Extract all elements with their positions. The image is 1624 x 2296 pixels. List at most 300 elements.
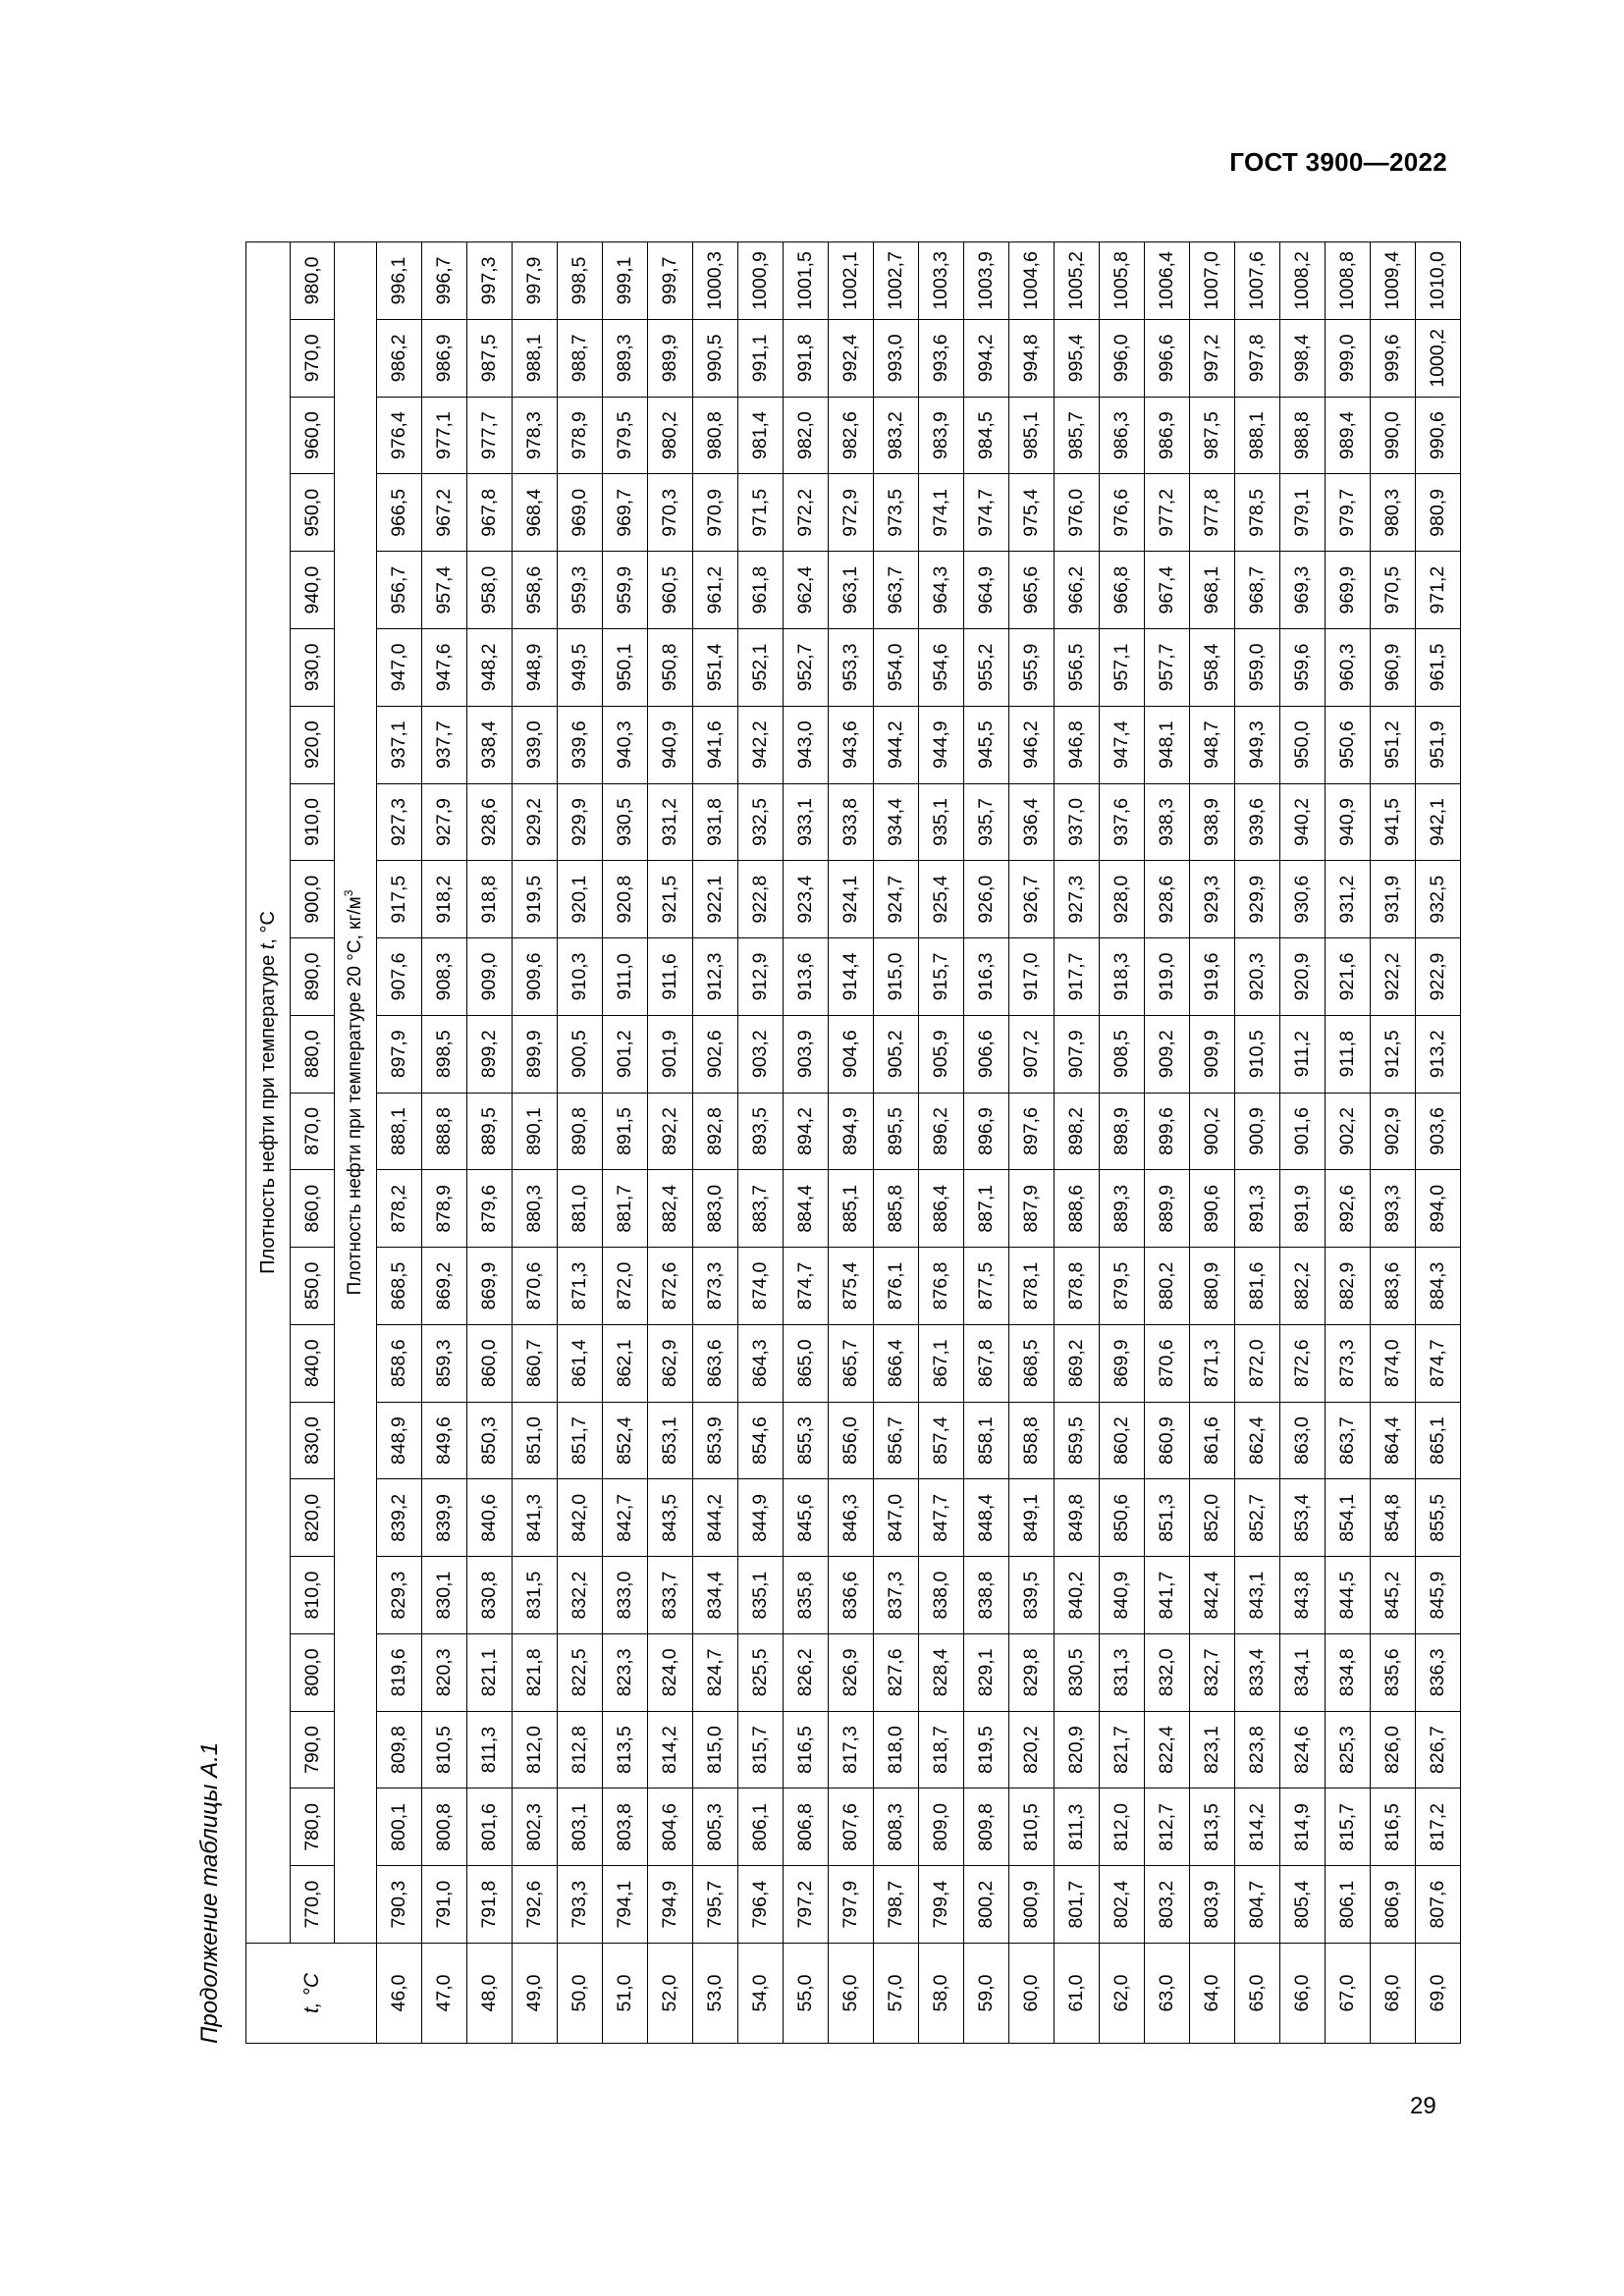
density-cell: 830,8 [467, 1557, 513, 1634]
density-cell: 847,7 [919, 1479, 964, 1557]
density-cell: 839,9 [422, 1479, 467, 1557]
density-cell: 920,1 [558, 861, 603, 938]
density-cell: 814,2 [648, 1711, 693, 1789]
density-cell: 862,9 [648, 1324, 693, 1402]
density-cell: 999,7 [648, 241, 693, 319]
table-row [558, 241, 603, 2043]
density-cell: 978,3 [513, 397, 558, 474]
temperature-cell: 47,0 [422, 1944, 467, 2044]
density-cell: 914,4 [829, 938, 874, 1016]
density-cell: 850,6 [1100, 1479, 1145, 1557]
density-cell: 812,0 [1100, 1789, 1145, 1866]
density-cell: 956,5 [1055, 628, 1100, 706]
density-cell: 837,3 [874, 1557, 919, 1634]
density-cell: 986,9 [1145, 397, 1190, 474]
density-cell: 833,0 [603, 1557, 648, 1634]
density-column-header: 820,0 [291, 1479, 335, 1557]
density-cell: 905,2 [874, 1015, 919, 1093]
density-cell: 922,1 [693, 861, 738, 938]
density-cell: 874,7 [784, 1248, 829, 1325]
density-column-header: 960,0 [291, 397, 335, 474]
temperature-cell: 63,0 [1145, 1944, 1190, 2044]
density-cell: 811,3 [1055, 1789, 1100, 1866]
density-cell: 927,3 [377, 783, 422, 861]
density-cell: 939,6 [1235, 783, 1280, 861]
density-cell: 859,3 [422, 1324, 467, 1402]
density-column-header: 790,0 [291, 1711, 335, 1789]
density-cell: 925,4 [919, 861, 964, 938]
density-cell: 806,9 [1371, 1866, 1416, 1944]
density-cell: 948,1 [1145, 706, 1190, 783]
density-cell: 993,0 [874, 319, 919, 397]
density-cell: 949,3 [1235, 706, 1280, 783]
density-cell: 860,2 [1100, 1402, 1145, 1479]
density-cell: 815,7 [1326, 1789, 1371, 1866]
density-cell: 951,4 [693, 628, 738, 706]
density-cell: 984,5 [964, 397, 1009, 474]
density-cell: 815,0 [693, 1711, 738, 1789]
density-cell: 918,3 [1100, 938, 1145, 1016]
density-cell: 947,4 [1100, 706, 1145, 783]
density-cell: 866,4 [874, 1324, 919, 1402]
density-cell: 959,3 [558, 552, 603, 629]
density-cell: 849,8 [1055, 1479, 1100, 1557]
density-cell: 983,2 [874, 397, 919, 474]
density-cell: 1001,5 [784, 241, 829, 319]
density-cell: 949,5 [558, 628, 603, 706]
temperature-cell: 58,0 [919, 1944, 964, 2044]
density-cell: 926,7 [1009, 861, 1055, 938]
density-cell: 854,8 [1371, 1479, 1416, 1557]
density-cell: 969,3 [1280, 552, 1326, 629]
density-cell: 974,7 [964, 474, 1009, 552]
density-cell: 821,8 [513, 1633, 558, 1711]
density-cell: 915,7 [919, 938, 964, 1016]
density-cell: 825,5 [738, 1633, 784, 1711]
density-cell: 898,2 [1055, 1093, 1100, 1170]
density-cell: 797,2 [784, 1866, 829, 1944]
density-column-header: 780,0 [291, 1789, 335, 1866]
density-cell: 988,8 [1280, 397, 1326, 474]
density-cell: 907,9 [1055, 1015, 1100, 1093]
density-cell: 968,4 [513, 474, 558, 552]
density-cell: 857,4 [919, 1402, 964, 1479]
density-cell: 907,2 [1009, 1015, 1055, 1093]
density-cell: 945,5 [964, 706, 1009, 783]
temperature-cell: 46,0 [377, 1944, 422, 2044]
density-cell: 810,5 [1009, 1789, 1055, 1866]
density-cell: 811,3 [467, 1711, 513, 1789]
density-cell: 926,0 [964, 861, 1009, 938]
density-cell: 864,4 [1371, 1402, 1416, 1479]
density-cell: 844,5 [1326, 1557, 1371, 1634]
density-cell: 840,9 [1100, 1557, 1145, 1634]
density-column-header: 770,0 [291, 1866, 335, 1944]
density-cell: 1007,0 [1190, 241, 1235, 319]
density-cell: 865,1 [1416, 1402, 1461, 1479]
density-cell: 888,1 [377, 1093, 422, 1170]
density-cell: 867,1 [919, 1324, 964, 1402]
density-column-header: 930,0 [291, 628, 335, 706]
density-cell: 878,8 [1055, 1248, 1100, 1325]
density-cell: 976,0 [1055, 474, 1100, 552]
density-cell: 798,7 [874, 1866, 919, 1944]
density-cell: 991,8 [784, 319, 829, 397]
density-cell: 935,1 [919, 783, 964, 861]
density-cell: 941,6 [693, 706, 738, 783]
density-cell: 848,4 [964, 1479, 1009, 1557]
density-cell: 959,9 [603, 552, 648, 629]
density-cell: 876,8 [919, 1248, 964, 1325]
density-cell: 823,8 [1235, 1711, 1280, 1789]
density-cell: 842,7 [603, 1479, 648, 1557]
density-cell: 988,1 [1235, 397, 1280, 474]
density-cell: 898,9 [1100, 1093, 1145, 1170]
density-cell: 890,8 [558, 1093, 603, 1170]
density-cell: 813,5 [1190, 1789, 1235, 1866]
density-cell: 859,5 [1055, 1402, 1100, 1479]
table-row [784, 241, 829, 2043]
density-cell: 835,8 [784, 1557, 829, 1634]
density-cell: 977,8 [1190, 474, 1235, 552]
density-cell: 806,8 [784, 1789, 829, 1866]
density-cell: 856,0 [829, 1402, 874, 1479]
density-cell: 933,1 [784, 783, 829, 861]
density-cell: 809,8 [964, 1789, 1009, 1866]
density-cell: 856,7 [874, 1402, 919, 1479]
density-cell: 791,0 [422, 1866, 467, 1944]
density-cell: 807,6 [1416, 1866, 1461, 1944]
temperature-cell: 51,0 [603, 1944, 648, 2044]
density-cell: 872,6 [1280, 1324, 1326, 1402]
density-cell: 929,9 [1235, 861, 1280, 938]
density-cell: 937,7 [422, 706, 467, 783]
density-cell: 997,2 [1190, 319, 1235, 397]
density-cell: 849,1 [1009, 1479, 1055, 1557]
density-cell: 967,8 [467, 474, 513, 552]
density-cell: 920,8 [603, 861, 648, 938]
density-cell: 1002,7 [874, 241, 919, 319]
density-cell: 804,7 [1235, 1866, 1280, 1944]
density-cell: 904,6 [829, 1015, 874, 1093]
density-cell: 881,0 [558, 1170, 603, 1248]
density-cell: 818,0 [874, 1711, 919, 1789]
density-cell: 918,8 [467, 861, 513, 938]
density-cell: 1000,3 [693, 241, 738, 319]
density-column-header: 840,0 [291, 1324, 335, 1402]
density-cell: 957,4 [422, 552, 467, 629]
density-cell: 965,6 [1009, 552, 1055, 629]
density-column-header: 980,0 [291, 241, 335, 319]
density-cell: 838,8 [964, 1557, 1009, 1634]
density-cell: 869,9 [1100, 1324, 1145, 1402]
temperature-cell: 53,0 [693, 1944, 738, 2044]
density-cell: 897,6 [1009, 1093, 1055, 1170]
density-cell: 943,0 [784, 706, 829, 783]
header-row-2 [291, 241, 335, 2043]
density-column-header: 850,0 [291, 1248, 335, 1325]
density-cell: 950,6 [1326, 706, 1371, 783]
density-cell: 821,7 [1100, 1711, 1145, 1789]
rotated-table-area [190, 242, 1448, 2044]
density-cell: 800,8 [422, 1789, 467, 1866]
density-cell: 944,2 [874, 706, 919, 783]
density-cell: 987,5 [1190, 397, 1235, 474]
density-cell: 880,3 [513, 1170, 558, 1248]
density-cell: 860,0 [467, 1324, 513, 1402]
density-cell: 948,2 [467, 628, 513, 706]
density-cell: 887,1 [964, 1170, 1009, 1248]
density-cell: 971,5 [738, 474, 784, 552]
density-cell: 911,2 [1280, 1015, 1326, 1093]
density-cell: 922,2 [1371, 938, 1416, 1016]
density-cell: 896,9 [964, 1093, 1009, 1170]
density-cell: 978,9 [558, 397, 603, 474]
density-cell: 1003,3 [919, 241, 964, 319]
density-cell: 845,9 [1416, 1557, 1461, 1634]
density-cell: 890,1 [513, 1093, 558, 1170]
density-cell: 971,2 [1416, 552, 1461, 629]
density-cell: 816,5 [784, 1711, 829, 1789]
density-cell: 858,8 [1009, 1402, 1055, 1479]
density-cell: 807,6 [829, 1789, 874, 1866]
density-cell: 967,4 [1145, 552, 1190, 629]
header1-prefix: Плотность нефти при температуре [257, 949, 279, 1274]
density-cell: 942,1 [1416, 783, 1461, 861]
table-row [1416, 241, 1461, 2043]
density-cell: 831,3 [1100, 1633, 1145, 1711]
density-cell: 929,2 [513, 783, 558, 861]
density-cell: 879,6 [467, 1170, 513, 1248]
density-cell: 899,6 [1145, 1093, 1190, 1170]
density-cell: 901,2 [603, 1015, 648, 1093]
density-cell: 871,3 [558, 1248, 603, 1325]
density-cell: 817,2 [1416, 1789, 1461, 1866]
density-cell: 985,7 [1055, 397, 1100, 474]
table-row [603, 241, 648, 2043]
density-table [245, 241, 1461, 2044]
density-cell: 835,6 [1371, 1633, 1416, 1711]
density-cell: 947,0 [377, 628, 422, 706]
density-cell: 938,3 [1145, 783, 1190, 861]
density-cell: 1006,4 [1145, 241, 1190, 319]
density-cell: 906,6 [964, 1015, 1009, 1093]
density-cell: 1009,4 [1371, 241, 1416, 319]
density-cell: 912,3 [693, 938, 738, 1016]
header1-suffix: , °C [257, 911, 279, 944]
density-cell: 873,3 [1326, 1324, 1371, 1402]
temperature-cell: 68,0 [1371, 1944, 1416, 2044]
density-cell: 990,5 [693, 319, 738, 397]
density-cell: 869,2 [422, 1248, 467, 1325]
density-cell: 858,6 [377, 1324, 422, 1402]
density-cell: 983,9 [919, 397, 964, 474]
density-cell: 869,2 [1055, 1324, 1100, 1402]
density-cell: 824,6 [1280, 1711, 1326, 1789]
density-cell: 919,6 [1190, 938, 1235, 1016]
density-cell: 1004,6 [1009, 241, 1055, 319]
density-cell: 872,0 [603, 1248, 648, 1325]
density-cell: 882,9 [1326, 1248, 1371, 1325]
density-cell: 829,8 [1009, 1633, 1055, 1711]
density-cell: 961,8 [738, 552, 784, 629]
density-cell: 968,1 [1190, 552, 1235, 629]
density-cell: 831,5 [513, 1557, 558, 1634]
density-cell: 855,3 [784, 1402, 829, 1479]
density-cell: 913,2 [1416, 1015, 1461, 1093]
table-row [1280, 241, 1326, 2043]
density-cell: 845,6 [784, 1479, 829, 1557]
density-cell: 882,2 [1280, 1248, 1326, 1325]
density-cell: 881,6 [1235, 1248, 1280, 1325]
density-cell: 996,6 [1145, 319, 1190, 397]
density-cell: 883,0 [693, 1170, 738, 1248]
density-cell: 803,2 [1145, 1866, 1190, 1944]
table-row [874, 241, 919, 2043]
table-row [1190, 241, 1235, 2043]
density-cell: 937,6 [1100, 783, 1145, 861]
temperature-cell: 59,0 [964, 1944, 1009, 2044]
density-cell: 884,3 [1416, 1248, 1461, 1325]
density-cell: 961,2 [693, 552, 738, 629]
density-cell: 791,8 [467, 1866, 513, 1944]
temperature-cell: 55,0 [784, 1944, 829, 2044]
density-cell: 838,0 [919, 1557, 964, 1634]
density-cell: 861,4 [558, 1324, 603, 1402]
density-cell: 958,4 [1190, 628, 1235, 706]
density-cell: 973,5 [874, 474, 919, 552]
density-cell: 932,5 [738, 783, 784, 861]
density-cell: 907,6 [377, 938, 422, 1016]
density-cell: 939,0 [513, 706, 558, 783]
density-cell: 889,5 [467, 1093, 513, 1170]
density-cell: 935,7 [964, 783, 1009, 861]
density-cell: 812,8 [558, 1711, 603, 1789]
density-cell: 803,1 [558, 1789, 603, 1866]
density-cell: 891,3 [1235, 1170, 1280, 1248]
density-cell: 793,3 [558, 1866, 603, 1944]
density-cell: 889,9 [1145, 1170, 1190, 1248]
corner-header: t, °C [246, 1944, 377, 2044]
density-cell: 939,6 [558, 706, 603, 783]
density-cell: 963,7 [874, 552, 919, 629]
density-cell: 929,9 [558, 783, 603, 861]
density-cell: 820,2 [1009, 1711, 1055, 1789]
density-cell: 996,7 [422, 241, 467, 319]
density-cell: 990,0 [1371, 397, 1416, 474]
density-cell: 903,2 [738, 1015, 784, 1093]
density-at-t-header [246, 241, 291, 1943]
density-cell: 991,1 [738, 319, 784, 397]
density-cell: 976,4 [377, 397, 422, 474]
density-cell: 938,9 [1190, 783, 1235, 861]
density-cell: 941,5 [1371, 783, 1416, 861]
density-cell: 834,4 [693, 1557, 738, 1634]
density-column-header: 920,0 [291, 706, 335, 783]
density-cell: 963,1 [829, 552, 874, 629]
density-cell: 950,0 [1280, 706, 1326, 783]
density-cell: 958,0 [467, 552, 513, 629]
density-cell: 931,2 [648, 783, 693, 861]
density-cell: 824,7 [693, 1633, 738, 1711]
density-cell: 975,4 [1009, 474, 1055, 552]
density-cell: 919,5 [513, 861, 558, 938]
density-cell: 979,5 [603, 397, 648, 474]
density-cell: 878,9 [422, 1170, 467, 1248]
density-cell: 986,3 [1100, 397, 1145, 474]
density-cell: 910,5 [1235, 1015, 1280, 1093]
density-cell: 815,7 [738, 1711, 784, 1789]
density-cell: 806,1 [1326, 1866, 1371, 1944]
density-cell: 874,0 [1371, 1324, 1416, 1402]
density-cell: 899,9 [513, 1015, 558, 1093]
density-cell: 940,3 [603, 706, 648, 783]
density-cell: 826,9 [829, 1633, 874, 1711]
density-cell: 922,9 [1416, 938, 1461, 1016]
density-cell: 824,0 [648, 1633, 693, 1711]
density-cell: 908,5 [1100, 1015, 1145, 1093]
density-cell: 1005,8 [1100, 241, 1145, 319]
standard-number: ГОСТ 3900—2022 [1229, 147, 1447, 177]
density-cell: 878,2 [377, 1170, 422, 1248]
density-cell: 801,6 [467, 1789, 513, 1866]
density-cell: 1008,8 [1326, 241, 1371, 319]
density-cell: 970,9 [693, 474, 738, 552]
density-cell: 969,9 [1326, 552, 1371, 629]
density-cell: 864,3 [738, 1324, 784, 1402]
table-row [377, 241, 422, 2043]
density-cell: 900,2 [1190, 1093, 1235, 1170]
table-row [648, 241, 693, 2043]
density-cell: 915,0 [874, 938, 919, 1016]
density-cell: 980,8 [693, 397, 738, 474]
density-cell: 936,4 [1009, 783, 1055, 861]
table-row [513, 241, 558, 2043]
density-cell: 889,3 [1100, 1170, 1145, 1248]
density-cell: 990,6 [1416, 397, 1461, 474]
density-cell: 797,9 [829, 1866, 874, 1944]
density-cell: 853,4 [1280, 1479, 1326, 1557]
density-column-header: 950,0 [291, 474, 335, 552]
density-cell: 921,5 [648, 861, 693, 938]
density-cell: 964,9 [964, 552, 1009, 629]
table-row [422, 241, 467, 2043]
density-cell: 840,6 [467, 1479, 513, 1557]
density-cell: 818,7 [919, 1711, 964, 1789]
density-cell: 911,0 [603, 938, 648, 1016]
density-cell: 892,8 [693, 1093, 738, 1170]
density-cell: 845,2 [1371, 1557, 1416, 1634]
density-cell: 912,5 [1371, 1015, 1416, 1093]
density-cell: 997,9 [513, 241, 558, 319]
density-cell: 847,0 [874, 1479, 919, 1557]
temperature-cell: 61,0 [1055, 1944, 1100, 2044]
density-cell: 894,2 [784, 1093, 829, 1170]
density-cell: 893,5 [738, 1093, 784, 1170]
density-column-header: 970,0 [291, 319, 335, 397]
header1-var: t [257, 943, 279, 950]
density-cell: 862,4 [1235, 1402, 1280, 1479]
density-cell: 822,4 [1145, 1711, 1190, 1789]
density-cell: 938,4 [467, 706, 513, 783]
density-cell: 898,5 [422, 1015, 467, 1093]
density-cell: 962,4 [784, 552, 829, 629]
density-cell: 891,9 [1280, 1170, 1326, 1248]
density-cell: 921,6 [1326, 938, 1371, 1016]
density-cell: 897,9 [377, 1015, 422, 1093]
density-cell: 922,8 [738, 861, 784, 938]
density-cell: 810,5 [422, 1711, 467, 1789]
